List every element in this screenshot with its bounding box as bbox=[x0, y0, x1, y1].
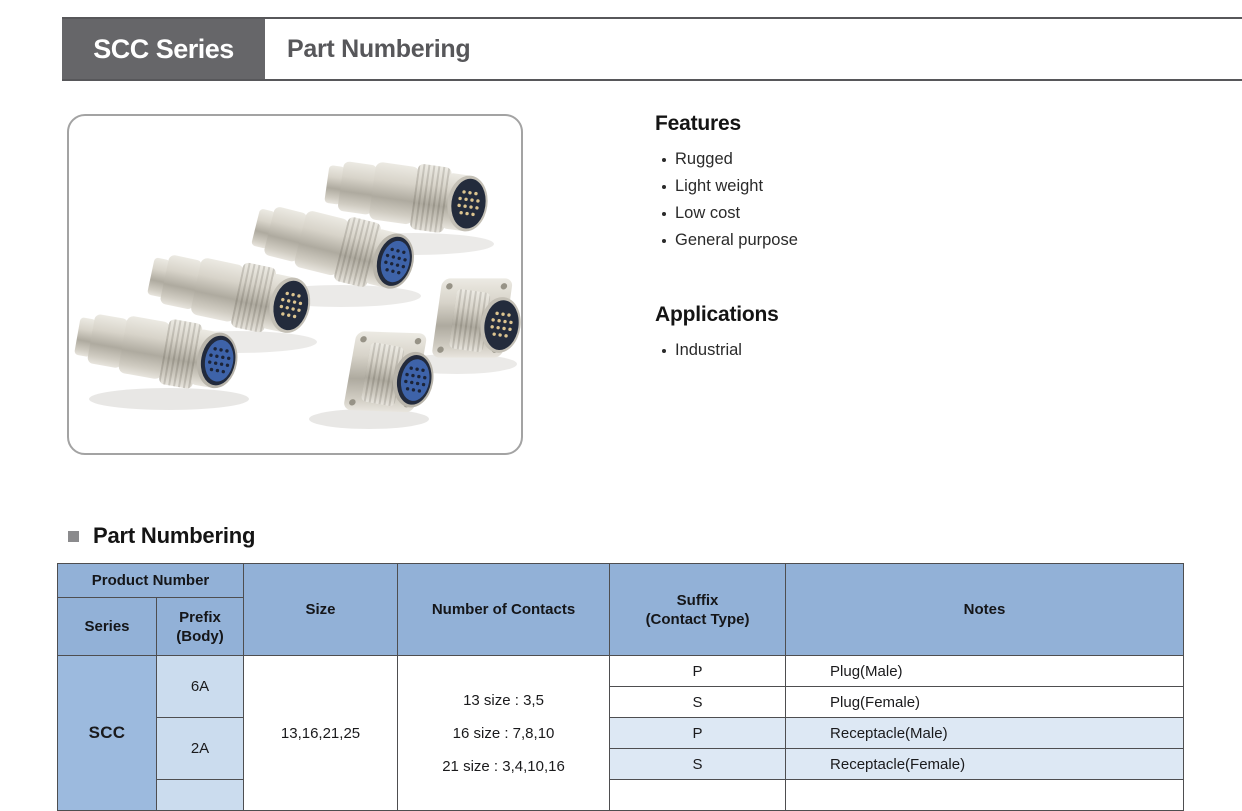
bullet-dot-icon bbox=[662, 212, 666, 216]
page-title: Part Numbering bbox=[287, 35, 471, 63]
feature-item: General purpose bbox=[655, 227, 798, 254]
notes-cell: Receptacle(Female) bbox=[786, 749, 1184, 780]
features-section bbox=[655, 112, 798, 254]
part-numbering-table bbox=[57, 563, 1184, 811]
applications-section bbox=[655, 303, 779, 364]
bullet-dot-icon bbox=[662, 349, 666, 353]
suffix-cell: S bbox=[610, 687, 786, 718]
bullet-dot-icon bbox=[662, 185, 666, 189]
col-header-suffix: Suffix (Contact Type) bbox=[610, 564, 786, 656]
product-photo bbox=[69, 116, 521, 453]
suffix-cell bbox=[610, 780, 786, 811]
suffix-cell: S bbox=[610, 749, 786, 780]
notes-cell: Plug(Male) bbox=[786, 656, 1184, 687]
prefix-cell bbox=[157, 780, 244, 811]
suffix-cell: P bbox=[610, 718, 786, 749]
col-header-product-number: Product Number bbox=[58, 564, 244, 598]
bullet-dot-icon bbox=[662, 158, 666, 162]
size-cell: 13,16,21,25 bbox=[244, 656, 398, 811]
col-header-size: Size bbox=[244, 564, 398, 656]
col-header-contacts: Number of Contacts bbox=[398, 564, 610, 656]
col-header-notes: Notes bbox=[786, 564, 1184, 656]
prefix-cell: 6A bbox=[157, 656, 244, 718]
feature-item: Light weight bbox=[655, 173, 798, 200]
contacts-cell: 13 size : 3,5 16 size : 7,8,10 21 size : 3,4,10,16 bbox=[398, 656, 610, 811]
series-cell: SCC bbox=[58, 656, 157, 811]
prefix-cell: 2A bbox=[157, 718, 244, 780]
application-item: Industrial bbox=[655, 337, 779, 364]
bullet-dot-icon bbox=[662, 239, 666, 243]
table-row bbox=[58, 718, 1184, 749]
notes-cell bbox=[786, 780, 1184, 811]
part-numbering-heading bbox=[68, 523, 255, 549]
series-name-box: SCC Series bbox=[62, 19, 265, 79]
page-header-band bbox=[62, 17, 1242, 81]
suffix-cell: P bbox=[610, 656, 786, 687]
square-bullet-icon bbox=[68, 531, 79, 542]
applications-title: Applications bbox=[655, 303, 779, 326]
product-photo-frame bbox=[67, 114, 523, 455]
feature-item: Low cost bbox=[655, 200, 798, 227]
col-header-prefix: Prefix (Body) bbox=[157, 598, 244, 656]
features-title: Features bbox=[655, 112, 741, 135]
table-row-partial bbox=[58, 780, 1184, 811]
feature-item: Rugged bbox=[655, 146, 798, 173]
col-header-series: Series bbox=[58, 598, 157, 656]
table-row bbox=[58, 656, 1184, 687]
notes-cell: Receptacle(Male) bbox=[786, 718, 1184, 749]
section-title: Part Numbering bbox=[93, 523, 256, 548]
notes-cell: Plug(Female) bbox=[786, 687, 1184, 718]
